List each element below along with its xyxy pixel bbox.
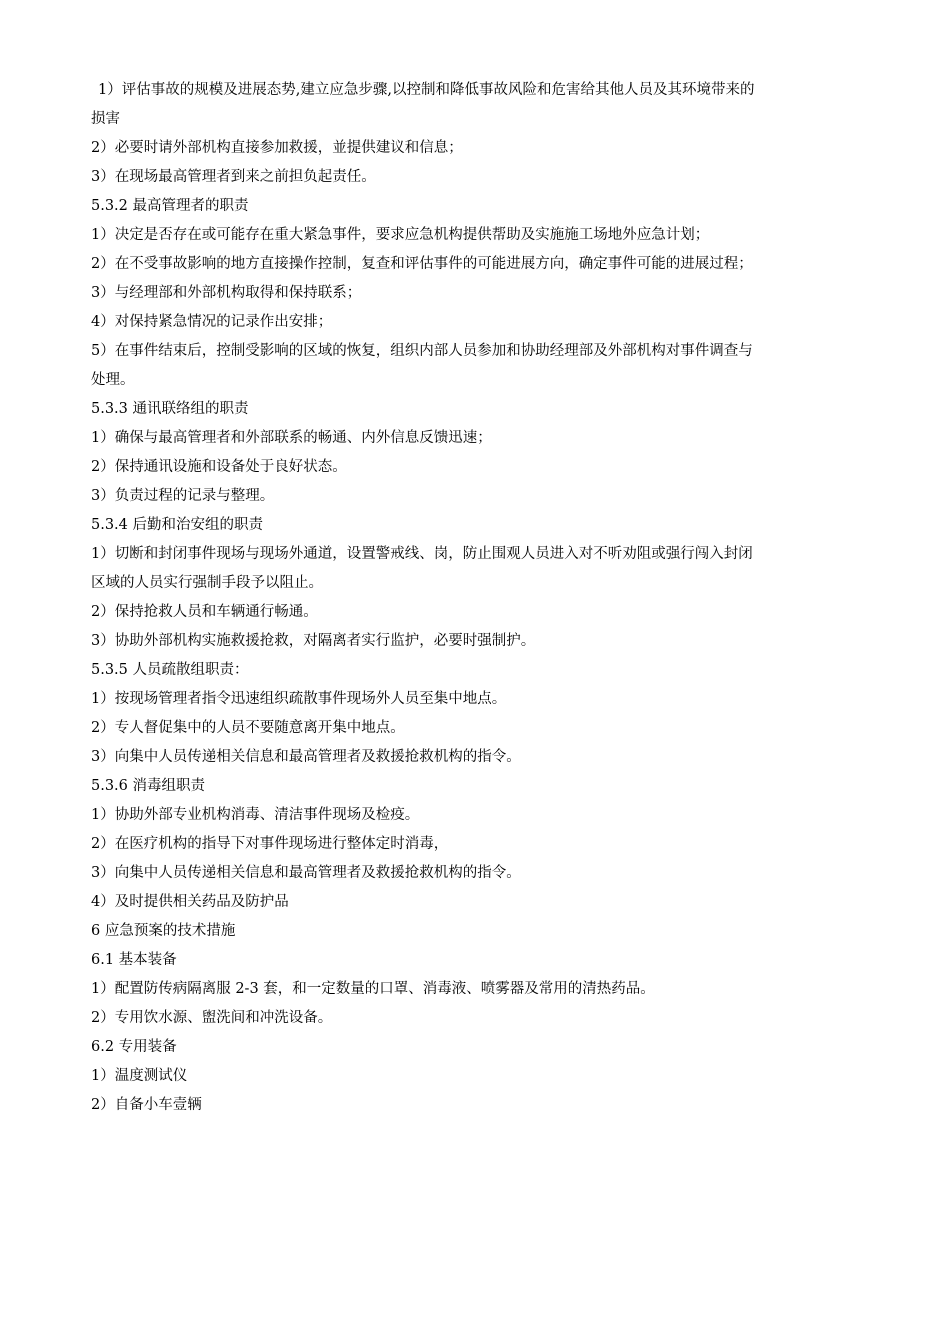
document-body — [91, 76, 863, 1120]
paragraph-line: 损害 — [91, 111, 120, 127]
section-heading: 6 应急预案的技术措施 — [91, 923, 236, 939]
paragraph-line: 区域的人员实行强制手段予以阻止。 — [91, 575, 323, 591]
paragraph-line: 处理。 — [91, 372, 135, 388]
list-item: 3）在现场最高管理者到来之前担负起责任。 — [91, 169, 376, 185]
list-item: 3）向集中人员传递相关信息和最高管理者及救援抢救机构的指令。 — [91, 749, 521, 765]
list-item: 2）必要时请外部机构直接参加救援，並提供建议和信息； — [91, 140, 463, 156]
section-heading: 6.2 专用装备 — [91, 1039, 177, 1055]
list-item: 1）协助外部专业机构消毒、清洁事件现场及检疫。 — [91, 807, 420, 823]
list-item: 1）温度测试仪 — [91, 1068, 188, 1084]
list-item: 1）切断和封闭事件现场与现场外通道，设置警戒线、岗，防止围观人员进入对不听劝阻或强行闯入封闭 — [91, 546, 753, 562]
list-item: 3）协助外部机构实施救援抢救，对隔离者实行监护，必要时强制护。 — [91, 633, 536, 649]
list-item: 2）在不受事故影响的地方直接操作控制，复查和评估事件的可能进展方向，确定事件可能的进展过程； — [91, 256, 753, 272]
section-heading: 6.1 基本装备 — [91, 952, 177, 968]
list-item: 2）专人督促集中的人员不要随意离开集中地点。 — [91, 720, 405, 736]
section-heading: 5.3.2 最高管理者的职责 — [91, 198, 249, 214]
list-item: 3）负责过程的记录与整理。 — [91, 488, 275, 504]
section-heading: 5.3.6 消毒组职责 — [91, 778, 206, 794]
list-item: 4）对保持紧急情况的记录作出安排； — [91, 314, 333, 330]
list-item: 1）按现场管理者指令迅速组织疏散事件现场外人员至集中地点。 — [91, 691, 507, 707]
list-item: 2）在医疗机构的指导下对事件现场进行整体定时消毒， — [91, 836, 449, 852]
list-item: 3）向集中人员传递相关信息和最高管理者及救援抢救机构的指令。 — [91, 865, 521, 881]
list-item: 4）及时提供相关药品及防护品 — [91, 894, 289, 910]
list-item: 1）决定是否存在或可能存在重大紧急事件，要求应急机构提供帮助及实施施工场地外应急计划； — [91, 227, 710, 243]
section-heading: 5.3.5 人员疏散组职责： — [91, 662, 249, 678]
list-item: 1）确保与最高管理者和外部联系的畅通、内外信息反馈迅速； — [91, 430, 492, 446]
list-item: 5）在事件结束后，控制受影响的区域的恢复，组织内部人员参加和协助经理部及外部机构对事件调查与 — [91, 343, 753, 359]
list-item: 2）专用饮水源、盥洗间和冲洗设备。 — [91, 1010, 333, 1026]
section-heading: 5.3.4 后勤和治安组的职责 — [91, 517, 264, 533]
list-item: 1）配置防传病隔离服 2-3 套，和一定数量的口罩、消毒液、喷雾器及常用的清热药品。 — [91, 981, 655, 997]
paragraph-line: 1）评估事故的规模及进展态势,建立应急步骤,以控制和降低事故风险和危害给其他人员及其环境带来的 — [98, 82, 755, 98]
list-item: 3）与经理部和外部机构取得和保持联系； — [91, 285, 362, 301]
list-item: 2）自备小车壹辆 — [91, 1097, 202, 1113]
list-item: 2）保持通讯设施和设备处于良好状态。 — [91, 459, 347, 475]
section-heading: 5.3.3 通讯联络组的职责 — [91, 401, 249, 417]
list-item: 2）保持抢救人员和车辆通行畅通。 — [91, 604, 318, 620]
